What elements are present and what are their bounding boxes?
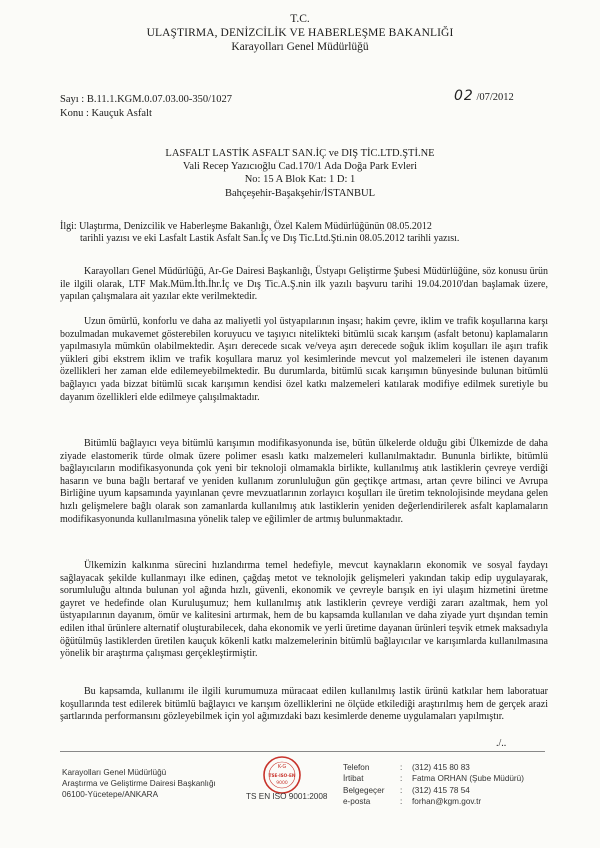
date-rest: /07/2012 bbox=[473, 92, 514, 103]
footer-organization bbox=[62, 767, 216, 800]
handwritten-day: 02 bbox=[454, 88, 474, 104]
recipient-number: No: 15 A Blok Kat: 1 D: 1 bbox=[244, 174, 356, 185]
letter-date bbox=[454, 88, 514, 104]
contact-row-fax: Belgegeçer : (312) 415 78 54 bbox=[343, 785, 470, 795]
contact-label: Telefon bbox=[343, 763, 370, 772]
contact-value: (312) 415 78 54 bbox=[412, 785, 470, 795]
body-paragraph-3: Bitümlü bağlayıcı veya bitümlü karışımın modifikasyonunda ise, bütün ülkelerde olduğu gibi Ülkemizde de daha ziyade elastomerik türde olmak üzere polimer esaslı katkı malzemeleri kullanılmaktadır. Bununla birlikte, bitümlü bağlayıcıların modifikasyonunda çok yeni bir teknoloji olmamakla birlikte, kullanılmış atık lastiklerin çevreye verdiği hasarın ve buna bağlı bertaraf ve yeniden kullanım zorunluluğun gün geçtikçe artması, artan çevre bilinci ve Avrupa Birliğine uyum kapsamında yayınlanan çevre mevzuatlarının zorlayıcı koşulları ile üretim teknolojisinde meydana gelen hızlı gelişmelere bağlı olarak son zamanlarda kullanılmış atık lastiklerin yeniden değerlendirilerek asfalt kaplamaların modifikasyonunda kullanılmasına yönelik talep ve eğilimler de artmış bulunmaktadır. bbox=[60, 438, 548, 525]
recipient-city: Bahçeşehir-Başakşehir/İSTANBUL bbox=[225, 188, 375, 199]
body-paragraph-1: Karayolları Genel Müdürlüğü, Ar-Ge Dairesi Başkanlığı, Üstyapı Geliştirme Şubesi Müdürlüğüne, söz konusu ürün ile ilgili olarak, LTF Mak.Müm.İth.İhr.İç ve Dış Tic.A.Ş.nin ilk yazılı başvuru tarihi 19.04.2010'dan başlamak üzere, yapılan çalışmalara ait yazılar ekte verilmektedir. bbox=[60, 266, 548, 303]
seal-text-bot: 9000 bbox=[276, 781, 288, 786]
seal-text-top: K-G bbox=[277, 764, 287, 770]
footer-org-address: 06100-Yücetepe/ANKARA bbox=[62, 790, 159, 799]
recipient-street: Vali Recep Yazıcıoğlu Cad.170/1 Ada Doğa Park Evleri bbox=[182, 161, 418, 172]
contact-row-phone: Telefon : (312) 415 80 83 bbox=[343, 763, 470, 772]
continuation-mark: ./.. bbox=[496, 738, 507, 749]
certification-label: TS EN ISO 9001:2008 bbox=[246, 792, 328, 801]
body-paragraph-4: Ülkemizin kalkınma sürecini hızlandırma temel hedefiyle, mevcut kaynakların ekonomik ve sosyal faydayı sağlayacak şekilde kullanmayı ilke edinen, çağdaş metot ve teknolojik gelişmeleri yakından takip edip uygulayarak, sorumluluğu altında bulunan yol ağında hızlı, güvenli, ekonomik ve çevreyle barışık en iyi ulaşım hizmetini üretme gayret ve hedefinde olan Kuruluşumuz; hem kullanılmış atık lastiklerin çevreye verdiği zararı azaltmak, hem yol üstyapılarının dayanım, ömür ve kalitesini artırmak, hem de bu kapsamda kullanılan ve daha ziyade yurt dışından temin edilen ithal ürünlere alternatif oluşturabilecek, daha ekonomik ve yerli üretime dayanan ürünleri teşvik etmek maksadıyla öğütülmüş lastiklerden üretilen kauçuk kökenli katkı malzemelerinin bitümlü bağlayıcılar ve karışımlarda kullanılmasına yönelik bir araştırma çalışması gerçekleştirmiştir. bbox=[60, 560, 548, 660]
seal-text-mid: TSE-ISO-EN bbox=[268, 773, 296, 778]
contact-info bbox=[343, 762, 524, 808]
ilgi-line-2: tarihli yazısı ve eki Lasfalt Lastik Asfalt San.İç ve Dış Tic.Ltd.Şti.nin 08.05.2012 tarihli yazısı. bbox=[80, 233, 460, 244]
contact-label: İrtibat bbox=[343, 774, 364, 784]
contact-row-person: İrtibat : Fatma ORHAN (Şube Müdürü) bbox=[343, 774, 524, 784]
header-directorate: Karayolları Genel Müdürlüğü bbox=[231, 41, 369, 53]
footer-org-dept: Araştırma ve Geliştirme Dairesi Başkanlığı bbox=[62, 779, 216, 788]
contact-value: (312) 415 80 83 bbox=[412, 763, 470, 772]
contact-value: forhan@kgm.gov.tr bbox=[412, 797, 482, 807]
quality-seal-icon bbox=[262, 755, 302, 795]
subject: Konu : Kauçuk Asfalt bbox=[60, 108, 152, 119]
footer-org-name: Karayolları Genel Müdürlüğü bbox=[62, 768, 167, 777]
recipient-name: LASFALT LASTİK ASFALT SAN.İÇ ve DIŞ TİC.LTD.ŞTİ.NE bbox=[165, 148, 435, 159]
body-paragraph-2: Uzun ömürlü, konforlu ve daha az maliyetli yol üstyapılarının inşası; hakim çevre, iklim ve trafik koşullarına karşı bozulmadan mukavemet gösterebilen koruyucu ve taşıyıcı nitelikteki bitümlü sıcak karışım (asfalt betonu) kaplamaların yapılmasıyla mümkün olabilmektedir. Aşırı derecede sıcak ve/veya aşırı derecede soğuk iklim koşulları ile aşırı trafik yükleri gibi ekstrem iklim ve trafik koşullara maruz yol kesimlerinde mevcut yol malzemeleri ile istenen dayanım özellikleri her zaman elde edilemeyebilmektedir. Bu durumlarda, bitümlü sıcak karışımın bünyesinde bulunan bitümlü bağlayıcı yada bizzat bitümlü sıcak karışımın kendisi özel katkı malzemeleri katılarak modifiye edilmek suretiyle bu dayanım özellikleri elde edilmeye çalışılmaktadır. bbox=[60, 316, 548, 403]
reference-ilgi bbox=[60, 221, 540, 245]
footer-divider bbox=[60, 751, 545, 752]
contact-label: e-posta bbox=[343, 797, 371, 807]
contact-row-email: e-posta : forhan@kgm.gov.tr bbox=[343, 797, 482, 807]
header-ministry: ULAŞTIRMA, DENİZCİLİK VE HABERLEŞME BAKANLIĞI bbox=[146, 27, 454, 39]
header-tc: T.C. bbox=[290, 13, 310, 25]
reference-number: Sayı : B.11.1.KGM.0.07.03.00-350/1027 bbox=[60, 94, 232, 105]
contact-value: Fatma ORHAN (Şube Müdürü) bbox=[412, 774, 524, 784]
body-paragraph-5: Bu kapsamda, kullanımı ile ilgili kurumumuza müracaat edilen kullanılmış lastik ürünü katkılar hem laboratuar koşullarında test edilerek bitümlü bağlayıcı ve karışım özelliklerini ne ölçüde etkilediği araştırılmış hem de gerçek arazi şartlarında performansını gözleyebilmek için yol ağımızdaki bazı kesimlerde deneme uygulamaları yapılmıştır. bbox=[60, 686, 548, 723]
ilgi-line-1: İlgi: Ulaştırma, Denizcilik ve Haberleşme Bakanlığı, Özel Kalem Müdürlüğünün 08.05.2012 bbox=[60, 221, 432, 232]
contact-label: Belgegeçer bbox=[343, 785, 385, 795]
